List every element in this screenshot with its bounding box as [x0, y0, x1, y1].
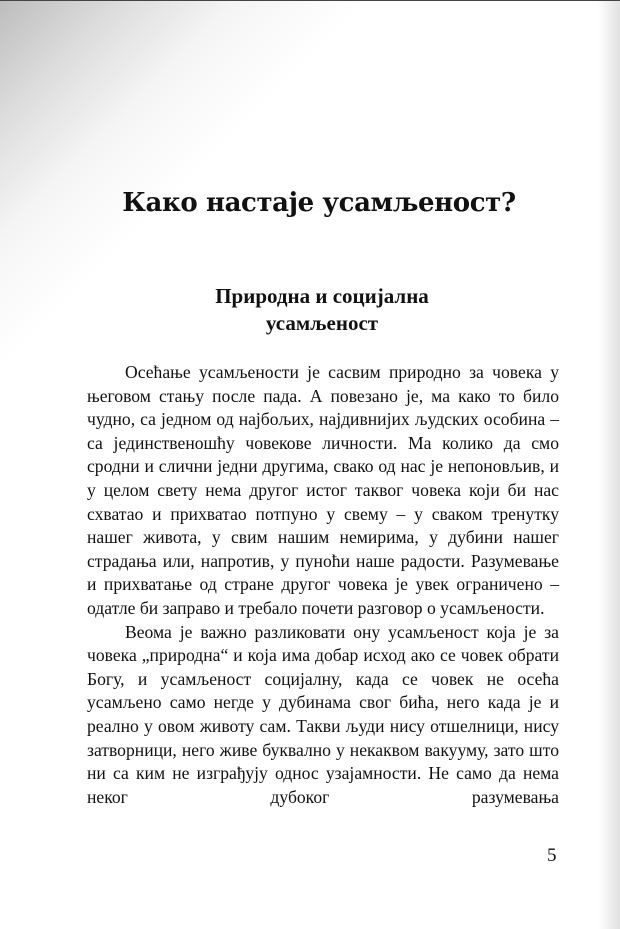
chapter-title: Како настаје усамљеност?	[122, 188, 516, 218]
body-text	[87, 361, 559, 809]
paragraph-1: Осећање усамљености је сасвим природно за човека у његовом стању после пада. А повезано је, ма како то било чудно, са једном од најбољих, најдивнијих људских особина – са јединственошћу човекове личности. Ма колико да смо сродни и слични једни другима, свако од нас је непоновљив, и у целом свету нема другог истог таквог човека који би нас схватао и прихватао потпуно у свему – у сваком тренутку нашег живота, у свим нашим немирима, у дубини нашег страдања или, напротив, у пуноћи наше радости. Разумевање и прихватање од стране другог човека је увек ограничено – одатле би заправо и требало почети разговор о усамљености.	[87, 362, 559, 618]
page-number: 5	[547, 845, 557, 866]
section-title	[0, 283, 620, 337]
paragraph-2: Веома је важно разликовати ону усамљеност која је за човека „природна“ и која има добар исход ако се човек обрати Богу, и усамљеност социјалну, када се човек не осећа усамљено само негде у дубинама свог бића, него када је и реално у овом животу сам. Такви људи нису отшелници, нису затворници, него живе буквално у некаквом вакууму, зато што ни са ким не изграђују однос узајамности. Не само да нема неког дубоког разумевања	[87, 621, 559, 807]
section-title-line-1: Природна и социјална	[215, 284, 429, 308]
section-title-line-2: усамљеност	[265, 311, 379, 335]
